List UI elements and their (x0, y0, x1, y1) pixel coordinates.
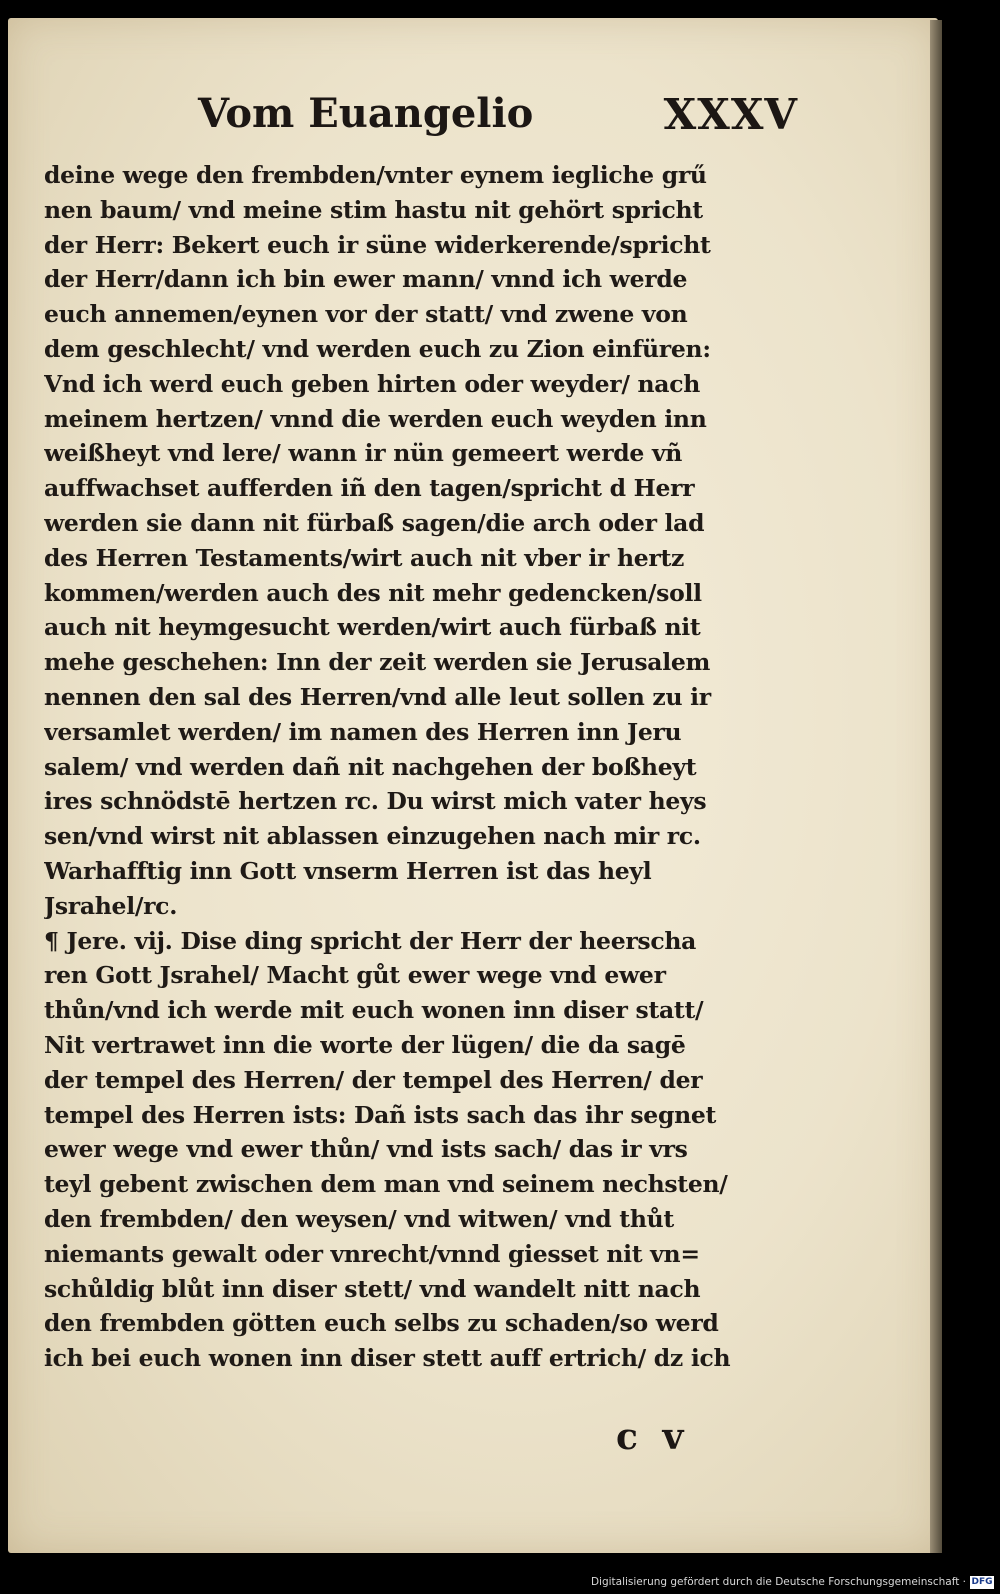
text-line: ewer wege vnd ewer thůn/ vnd ists sach/ das ir vrs (44, 1135, 688, 1164)
text-line: Jsrahel/rc. (44, 891, 178, 920)
text-line: der tempel des Herren/ der tempel des Herren/ der (44, 1065, 703, 1094)
text-line: werden sie dann nit fürbaß sagen/die arch oder lad (44, 508, 705, 537)
text-line: der Herr/dann ich bin ewer mann/ vnnd ich werde (44, 265, 688, 294)
text-line: Warhafftig inn Gott vnserm Herren ist das heyl (44, 856, 652, 885)
text-line: auch nit heymgesucht werden/wirt auch fürbaß nit (44, 613, 701, 642)
text-line: mehe geschehen: Inn der zeit werden sie Jerusalem (44, 648, 711, 677)
running-title: Vom Euangelio (198, 90, 534, 137)
text-line: ich bei euch wonen inn diser stett auff ertrich/ dz ich (44, 1344, 731, 1373)
text-line: versamlet werden/ im namen des Herren inn Jeru (44, 717, 682, 746)
book-page (8, 18, 938, 1553)
text-line: auffwachset aufferden iñ den tagen/spricht d Herr (44, 474, 695, 503)
text-line: thůn/vnd ich werde mit euch wonen inn diser statt/ (44, 996, 704, 1025)
digitization-credit: Digitalisierung gefördert durch die Deutsche Forschungsgemeinschaft · (590, 1576, 966, 1588)
text-line: kommen/werden auch des nit mehr gedencken/soll (44, 578, 702, 607)
signature-mark: c v (616, 1416, 690, 1458)
text-line: teyl gebent zwischen dem man vnd seinem nechsten/ (44, 1170, 728, 1199)
text-line: salem/ vnd werden dañ nit nachgehen der boßheyt (44, 752, 697, 781)
text-line: sen/vnd wirst nit ablassen einzugehen nach mir rc. (44, 822, 701, 851)
page-header (198, 90, 798, 150)
text-line: tempel des Herren ists: Dañ ists sach das ihr segnet (44, 1100, 717, 1129)
text-line: schůldig blůt inn diser stett/ vnd wandelt nitt nach (44, 1274, 701, 1303)
text-line: dem geschlecht/ vnd werden euch zu Zion einfüren: (44, 334, 711, 363)
text-line: des Herren Testaments/wirt auch nit vber ir hertz (44, 543, 685, 572)
text-line: deine wege den frembden/vnter eynem iegliche grű (44, 161, 707, 189)
body-text (44, 158, 804, 1376)
text-line: den frembden götten euch selbs zu schaden/so werd (44, 1309, 719, 1338)
text-line: der Herr: Bekert euch ir süne widerkerende/spricht (44, 230, 711, 259)
text-line: ires schnödstē hertzen rc. Du wirst mich vater heys (44, 787, 707, 816)
text-line: meinem hertzen/ vnnd die werden euch weyden inn (44, 404, 707, 433)
dfg-logo: DFG (971, 1577, 993, 1587)
folio-number: XXXV (663, 90, 798, 139)
text-line: weißheyt vnd lere/ wann ir nün gemeert werde vñ (44, 439, 683, 468)
text-line: nennen den sal des Herren/vnd alle leut sollen zu ir (44, 682, 711, 711)
text-line: niemants gewalt oder vnrecht/vnnd giesset nit vn= (44, 1239, 700, 1268)
text-line: ren Gott Jsrahel/ Macht gůt ewer wege vnd ewer (44, 961, 666, 990)
page-edge-shadow (930, 20, 942, 1553)
text-line: den frembden/ den weysen/ vnd witwen/ vnd thůt (44, 1204, 674, 1233)
text-line: nen baum/ vnd meine stim hastu nit gehört spricht (44, 195, 703, 224)
text-line: ¶ Jere. vij. Dise ding spricht der Herr der heerscha (44, 926, 697, 955)
text-line: Vnd ich werd euch geben hirten oder weyder/ nach (44, 369, 701, 398)
text-line: euch annemen/eynen vor der statt/ vnd zwene von (44, 300, 688, 329)
text-line: Nit vertrawet inn die worte der lügen/ die da sagē (44, 1030, 686, 1059)
